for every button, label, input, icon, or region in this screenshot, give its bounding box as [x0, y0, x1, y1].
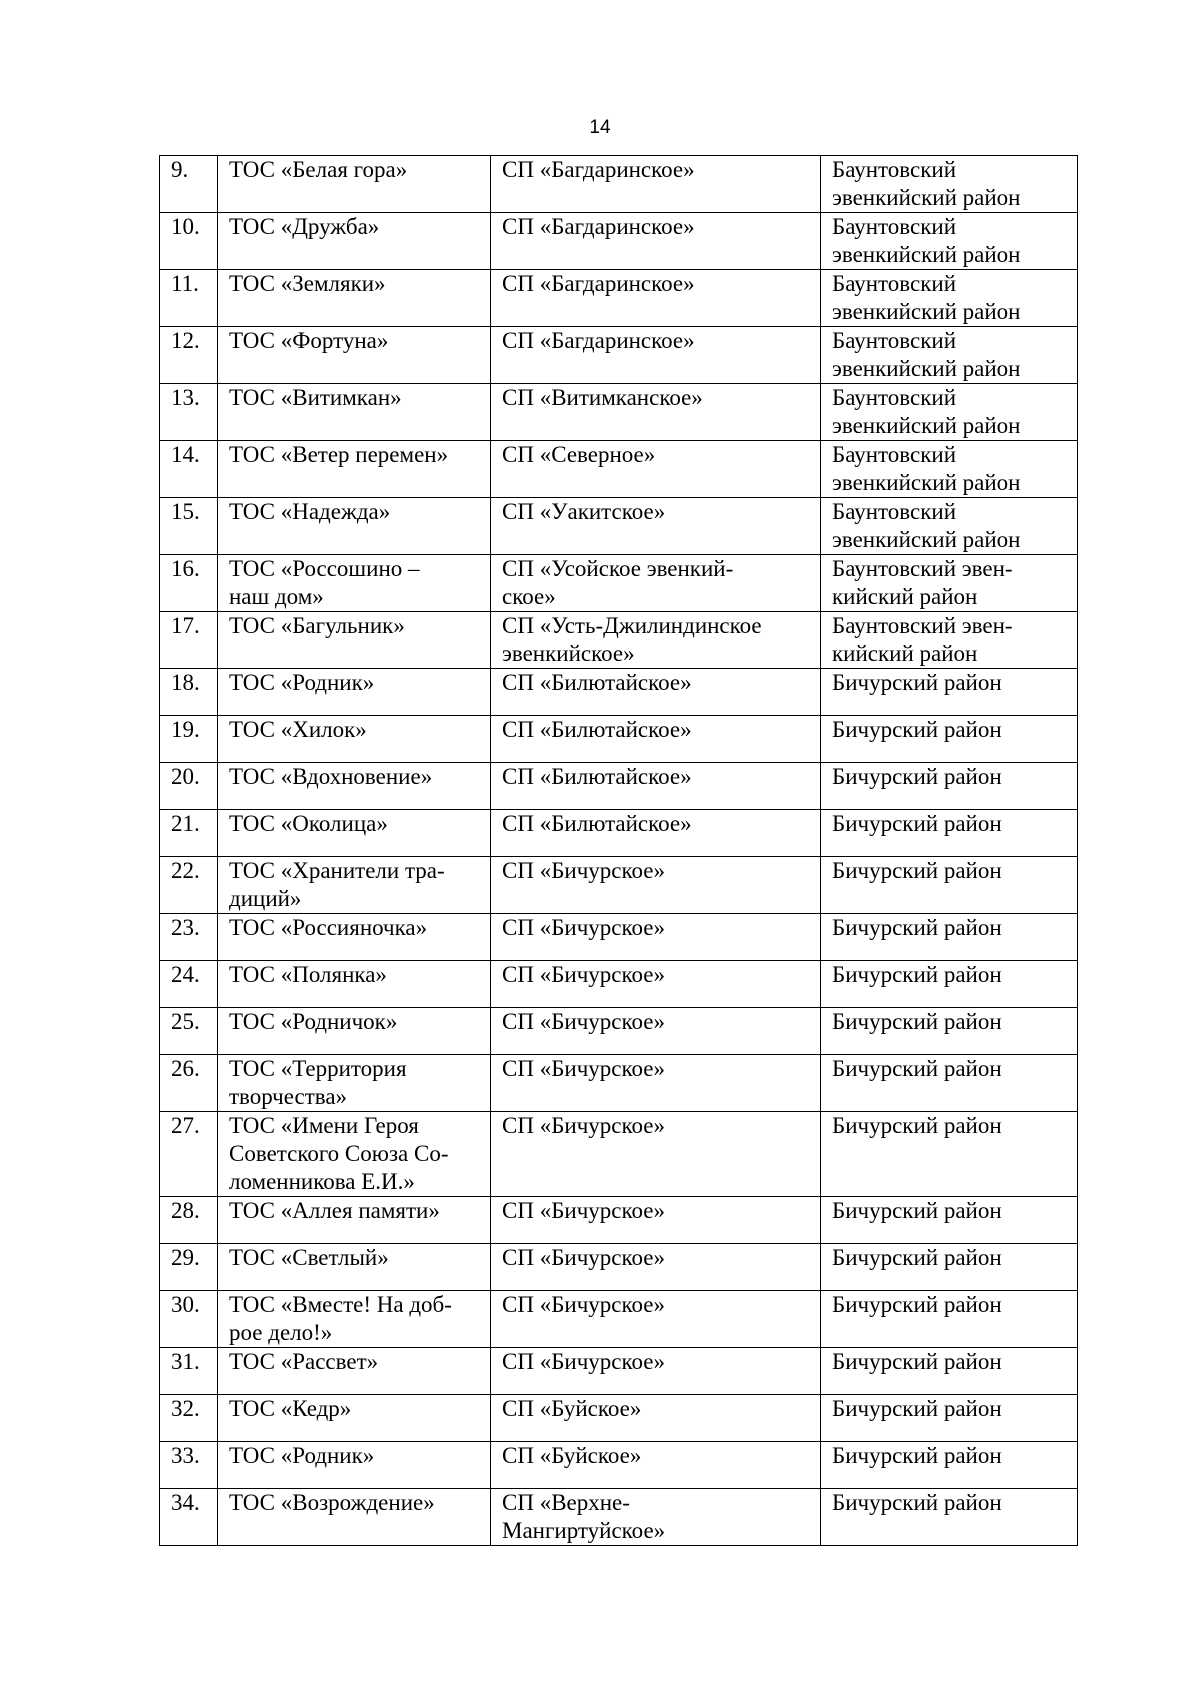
settlement-name-cell	[491, 716, 821, 763]
settlement-name-cell	[491, 810, 821, 857]
tos-name-line: наш дом»	[229, 584, 324, 609]
tos-name-cell	[218, 810, 491, 857]
tos-name-cell	[218, 961, 491, 1008]
settlement-name-cell	[491, 669, 821, 716]
table-row	[160, 1291, 1078, 1348]
district-name-cell	[821, 1055, 1078, 1112]
district-name-line: Бичурский район	[832, 1349, 1002, 1374]
table-row	[160, 1489, 1078, 1546]
row-number-cell	[160, 1348, 218, 1395]
settlement-name-cell	[491, 612, 821, 669]
tos-name-cell	[218, 1489, 491, 1546]
tos-name-line: ТОС «Белая гора»	[229, 157, 408, 182]
settlement-name-line: СП «Багдаринское»	[502, 271, 695, 296]
row-number-cell	[160, 1197, 218, 1244]
row-number: 20.	[171, 764, 200, 789]
tos-name-cell	[218, 1395, 491, 1442]
district-name-cell	[821, 914, 1078, 961]
row-number: 22.	[171, 858, 200, 883]
district-name-line: Бичурский район	[832, 1056, 1002, 1081]
row-number: 27.	[171, 1113, 200, 1138]
row-number: 23.	[171, 915, 200, 940]
settlement-name-line: СП «Верхне-	[502, 1490, 630, 1515]
district-name-cell	[821, 810, 1078, 857]
row-number: 25.	[171, 1009, 200, 1034]
district-name-line: эвенкийский район	[832, 356, 1021, 381]
row-number-cell	[160, 1008, 218, 1055]
district-name-line: Бичурский район	[832, 670, 1002, 695]
table-row	[160, 612, 1078, 669]
table-row	[160, 961, 1078, 1008]
settlement-name-cell	[491, 1442, 821, 1489]
settlement-name-cell	[491, 1112, 821, 1197]
district-name-cell	[821, 1348, 1078, 1395]
district-name-cell	[821, 327, 1078, 384]
tos-name-line: ТОС «Ветер перемен»	[229, 442, 449, 467]
district-name-line: кийский район	[832, 641, 978, 666]
row-number-cell	[160, 1291, 218, 1348]
tos-name-cell	[218, 1055, 491, 1112]
tos-name-cell	[218, 857, 491, 914]
district-name-cell	[821, 1244, 1078, 1291]
settlement-name-cell	[491, 1395, 821, 1442]
row-number-cell	[160, 1244, 218, 1291]
settlement-name-cell	[491, 213, 821, 270]
table-row	[160, 1055, 1078, 1112]
settlement-name-cell	[491, 1244, 821, 1291]
district-name-line: эвенкийский район	[832, 299, 1021, 324]
tos-name-line: ТОС «Хранители тра-	[229, 858, 445, 883]
settlement-name-line: СП «Усойское эвенкий-	[502, 556, 734, 581]
district-name-line: Баунтовский эвен-	[832, 613, 1013, 638]
row-number: 14.	[171, 442, 200, 467]
row-number-cell	[160, 270, 218, 327]
settlement-name-line: СП «Бичурское»	[502, 1009, 665, 1034]
row-number: 16.	[171, 556, 200, 581]
settlement-name-line: СП «Витимканское»	[502, 385, 703, 410]
district-name-cell	[821, 1197, 1078, 1244]
tos-name-cell	[218, 270, 491, 327]
tos-name-line: ТОС «Витимкан»	[229, 385, 402, 410]
district-name-line: Баунтовский	[832, 385, 957, 410]
row-number-cell	[160, 716, 218, 763]
settlement-name-cell	[491, 555, 821, 612]
settlement-name-line: СП «Уакитское»	[502, 499, 666, 524]
district-name-cell	[821, 716, 1078, 763]
settlement-name-line: эвенкийское»	[502, 641, 635, 666]
tos-name-cell	[218, 716, 491, 763]
tos-name-cell	[218, 213, 491, 270]
row-number-cell	[160, 327, 218, 384]
row-number-cell	[160, 1055, 218, 1112]
settlement-name-cell	[491, 270, 821, 327]
district-name-line: Бичурский район	[832, 717, 1002, 742]
tos-name-cell	[218, 384, 491, 441]
district-name-line: эвенкийский район	[832, 242, 1021, 267]
tos-name-line: ТОС «Полянка»	[229, 962, 387, 987]
tos-name-line: ТОС «Аллея памяти»	[229, 1198, 440, 1223]
table-row	[160, 1008, 1078, 1055]
settlement-name-cell	[491, 1008, 821, 1055]
row-number-cell	[160, 498, 218, 555]
settlement-name-line: СП «Буйское»	[502, 1396, 642, 1421]
tos-name-cell	[218, 763, 491, 810]
settlement-name-cell	[491, 1055, 821, 1112]
row-number-cell	[160, 156, 218, 213]
district-name-line: Бичурский район	[832, 811, 1002, 836]
district-name-line: Бичурский район	[832, 915, 1002, 940]
tos-name-line: ТОС «Дружба»	[229, 214, 380, 239]
table-row	[160, 384, 1078, 441]
row-number: 10.	[171, 214, 200, 239]
district-name-line: Баунтовский	[832, 157, 957, 182]
settlement-name-line: СП «Багдаринское»	[502, 157, 695, 182]
row-number: 19.	[171, 717, 200, 742]
settlement-name-cell	[491, 1348, 821, 1395]
district-name-line: кийский район	[832, 584, 978, 609]
table-row	[160, 156, 1078, 213]
district-name-line: Бичурский район	[832, 1443, 1002, 1468]
table-row	[160, 763, 1078, 810]
settlement-name-line: СП «Бичурское»	[502, 1292, 665, 1317]
settlement-name-cell	[491, 327, 821, 384]
settlement-name-line: СП «Билютайское»	[502, 717, 692, 742]
tos-registry-table	[159, 155, 1078, 1546]
settlement-name-cell	[491, 961, 821, 1008]
row-number-cell	[160, 669, 218, 716]
tos-name-line: ТОС «Родничок»	[229, 1009, 398, 1034]
tos-name-line: ТОС «Рассвет»	[229, 1349, 379, 1374]
district-name-cell	[821, 498, 1078, 555]
table-row	[160, 498, 1078, 555]
row-number-cell	[160, 914, 218, 961]
row-number-cell	[160, 857, 218, 914]
tos-name-line: ТОС «Фортуна»	[229, 328, 389, 353]
row-number: 21.	[171, 811, 200, 836]
page-number: 14	[589, 117, 611, 138]
district-name-line: Бичурский район	[832, 962, 1002, 987]
table-row	[160, 555, 1078, 612]
row-number-cell	[160, 763, 218, 810]
row-number-cell	[160, 961, 218, 1008]
table-row	[160, 441, 1078, 498]
settlement-name-line: СП «Билютайское»	[502, 670, 692, 695]
tos-name-line: ТОС «Надежда»	[229, 499, 391, 524]
district-name-line: Бичурский район	[832, 1198, 1002, 1223]
settlement-name-cell	[491, 763, 821, 810]
district-name-cell	[821, 612, 1078, 669]
tos-name-line: ТОС «Кедр»	[229, 1396, 352, 1421]
district-name-cell	[821, 961, 1078, 1008]
row-number-cell	[160, 1442, 218, 1489]
settlement-name-line: СП «Бичурское»	[502, 1056, 665, 1081]
table-row	[160, 1442, 1078, 1489]
district-name-line: эвенкийский район	[832, 185, 1021, 210]
tos-name-cell	[218, 1442, 491, 1489]
row-number-cell	[160, 213, 218, 270]
tos-name-cell	[218, 1008, 491, 1055]
settlement-name-cell	[491, 1291, 821, 1348]
tos-name-cell	[218, 1112, 491, 1197]
district-name-cell	[821, 270, 1078, 327]
settlement-name-line: СП «Бичурское»	[502, 1349, 665, 1374]
row-number: 24.	[171, 962, 200, 987]
district-name-line: Бичурский район	[832, 858, 1002, 883]
row-number-cell	[160, 810, 218, 857]
district-name-line: Бичурский район	[832, 1490, 1002, 1515]
table-row	[160, 857, 1078, 914]
settlement-name-line: Мангиртуйское»	[502, 1518, 666, 1543]
settlement-name-cell	[491, 156, 821, 213]
row-number-cell	[160, 555, 218, 612]
settlement-name-line: СП «Бичурское»	[502, 1245, 665, 1270]
district-name-cell	[821, 1442, 1078, 1489]
table-row	[160, 669, 1078, 716]
district-name-cell	[821, 1112, 1078, 1197]
tos-name-line: ТОС «Территория	[229, 1056, 407, 1081]
tos-name-cell	[218, 1197, 491, 1244]
settlement-name-line: СП «Буйское»	[502, 1443, 642, 1468]
tos-name-cell	[218, 1348, 491, 1395]
table-row	[160, 914, 1078, 961]
table-row	[160, 270, 1078, 327]
row-number: 15.	[171, 499, 200, 524]
row-number: 28.	[171, 1198, 200, 1223]
tos-name-line: ТОС «Родник»	[229, 1443, 375, 1468]
settlement-name-line: СП «Багдаринское»	[502, 328, 695, 353]
table-row	[160, 810, 1078, 857]
table-row	[160, 1348, 1078, 1395]
settlement-name-cell	[491, 1197, 821, 1244]
tos-name-line: ТОС «Возрождение»	[229, 1490, 435, 1515]
tos-name-line: ТОС «Околица»	[229, 811, 388, 836]
row-number: 32.	[171, 1396, 200, 1421]
district-name-cell	[821, 1395, 1078, 1442]
settlement-name-line: СП «Бичурское»	[502, 962, 665, 987]
tos-name-line: ТОС «Светлый»	[229, 1245, 389, 1270]
settlement-name-cell	[491, 914, 821, 961]
row-number-cell	[160, 1395, 218, 1442]
tos-name-line: ТОС «Багульник»	[229, 613, 405, 638]
district-name-line: Бичурский район	[832, 1396, 1002, 1421]
district-name-line: Бичурский район	[832, 1113, 1002, 1138]
row-number: 30.	[171, 1292, 200, 1317]
district-name-cell	[821, 763, 1078, 810]
settlement-name-line: СП «Бичурское»	[502, 858, 665, 883]
district-name-line: Баунтовский	[832, 499, 957, 524]
tos-name-line: ТОС «Хилок»	[229, 717, 367, 742]
district-name-cell	[821, 384, 1078, 441]
district-name-line: эвенкийский район	[832, 413, 1021, 438]
settlement-name-cell	[491, 1489, 821, 1546]
row-number: 11.	[171, 271, 199, 296]
settlement-name-line: СП «Билютайское»	[502, 764, 692, 789]
tos-name-cell	[218, 441, 491, 498]
row-number: 29.	[171, 1245, 200, 1270]
tos-name-line: ТОС «Вместе! На доб-	[229, 1292, 452, 1317]
tos-name-line: ТОС «Россошино –	[229, 556, 420, 581]
district-name-cell	[821, 213, 1078, 270]
district-name-line: эвенкийский район	[832, 527, 1021, 552]
tos-name-line: рое дело!»	[229, 1320, 333, 1345]
district-name-line: Баунтовский эвен-	[832, 556, 1013, 581]
tos-name-line: Советского Союза Со-	[229, 1141, 449, 1166]
settlement-name-line: СП «Билютайское»	[502, 811, 692, 836]
tos-name-cell	[218, 327, 491, 384]
row-number: 12.	[171, 328, 200, 353]
table-row	[160, 1244, 1078, 1291]
row-number: 26.	[171, 1056, 200, 1081]
table-body	[160, 156, 1078, 1546]
row-number-cell	[160, 1112, 218, 1197]
district-name-line: Баунтовский	[832, 328, 957, 353]
tos-name-cell	[218, 1244, 491, 1291]
tos-name-line: ТОС «Россияночка»	[229, 915, 428, 940]
tos-name-cell	[218, 555, 491, 612]
district-name-line: Баунтовский	[832, 214, 957, 239]
settlement-name-cell	[491, 384, 821, 441]
district-name-cell	[821, 1489, 1078, 1546]
settlement-name-line: СП «Усть-Джилиндинское	[502, 613, 762, 638]
tos-name-line: диций»	[229, 886, 302, 911]
settlement-name-cell	[491, 441, 821, 498]
settlement-name-line: СП «Бичурское»	[502, 1113, 665, 1138]
tos-name-line: ТОС «Имени Героя	[229, 1113, 419, 1138]
row-number: 13.	[171, 385, 200, 410]
tos-name-cell	[218, 156, 491, 213]
row-number: 18.	[171, 670, 200, 695]
tos-name-line: ТОС «Вдохновение»	[229, 764, 433, 789]
district-name-cell	[821, 555, 1078, 612]
settlement-name-cell	[491, 857, 821, 914]
tos-name-line: ТОС «Родник»	[229, 670, 375, 695]
district-name-line: эвенкийский район	[832, 470, 1021, 495]
table-row	[160, 327, 1078, 384]
district-name-line: Баунтовский	[832, 271, 957, 296]
district-name-cell	[821, 1008, 1078, 1055]
district-name-line: Бичурский район	[832, 1245, 1002, 1270]
row-number-cell	[160, 612, 218, 669]
tos-name-cell	[218, 498, 491, 555]
tos-name-cell	[218, 669, 491, 716]
row-number-cell	[160, 441, 218, 498]
district-name-line: Бичурский район	[832, 1292, 1002, 1317]
row-number: 33.	[171, 1443, 200, 1468]
tos-name-cell	[218, 914, 491, 961]
table-row	[160, 213, 1078, 270]
district-name-line: Баунтовский	[832, 442, 957, 467]
settlement-name-line: СП «Бичурское»	[502, 1198, 665, 1223]
table-row	[160, 1112, 1078, 1197]
district-name-line: Бичурский район	[832, 1009, 1002, 1034]
settlement-name-line: ское»	[502, 584, 556, 609]
row-number-cell	[160, 384, 218, 441]
settlement-name-line: СП «Багдаринское»	[502, 214, 695, 239]
settlement-name-line: СП «Бичурское»	[502, 915, 665, 940]
row-number-cell	[160, 1489, 218, 1546]
settlement-name-cell	[491, 498, 821, 555]
settlement-name-line: СП «Северное»	[502, 442, 656, 467]
district-name-cell	[821, 156, 1078, 213]
district-name-cell	[821, 857, 1078, 914]
table-row	[160, 1197, 1078, 1244]
row-number: 17.	[171, 613, 200, 638]
tos-name-line: ломенникова Е.И.»	[229, 1169, 415, 1194]
district-name-cell	[821, 1291, 1078, 1348]
row-number: 31.	[171, 1349, 200, 1374]
row-number: 9.	[171, 157, 189, 182]
table-row	[160, 1395, 1078, 1442]
tos-name-line: ТОС «Земляки»	[229, 271, 386, 296]
tos-name-cell	[218, 612, 491, 669]
district-name-cell	[821, 669, 1078, 716]
table-row	[160, 716, 1078, 763]
tos-name-cell	[218, 1291, 491, 1348]
district-name-line: Бичурский район	[832, 764, 1002, 789]
district-name-cell	[821, 441, 1078, 498]
row-number: 34.	[171, 1490, 200, 1515]
tos-name-line: творчества»	[229, 1084, 348, 1109]
